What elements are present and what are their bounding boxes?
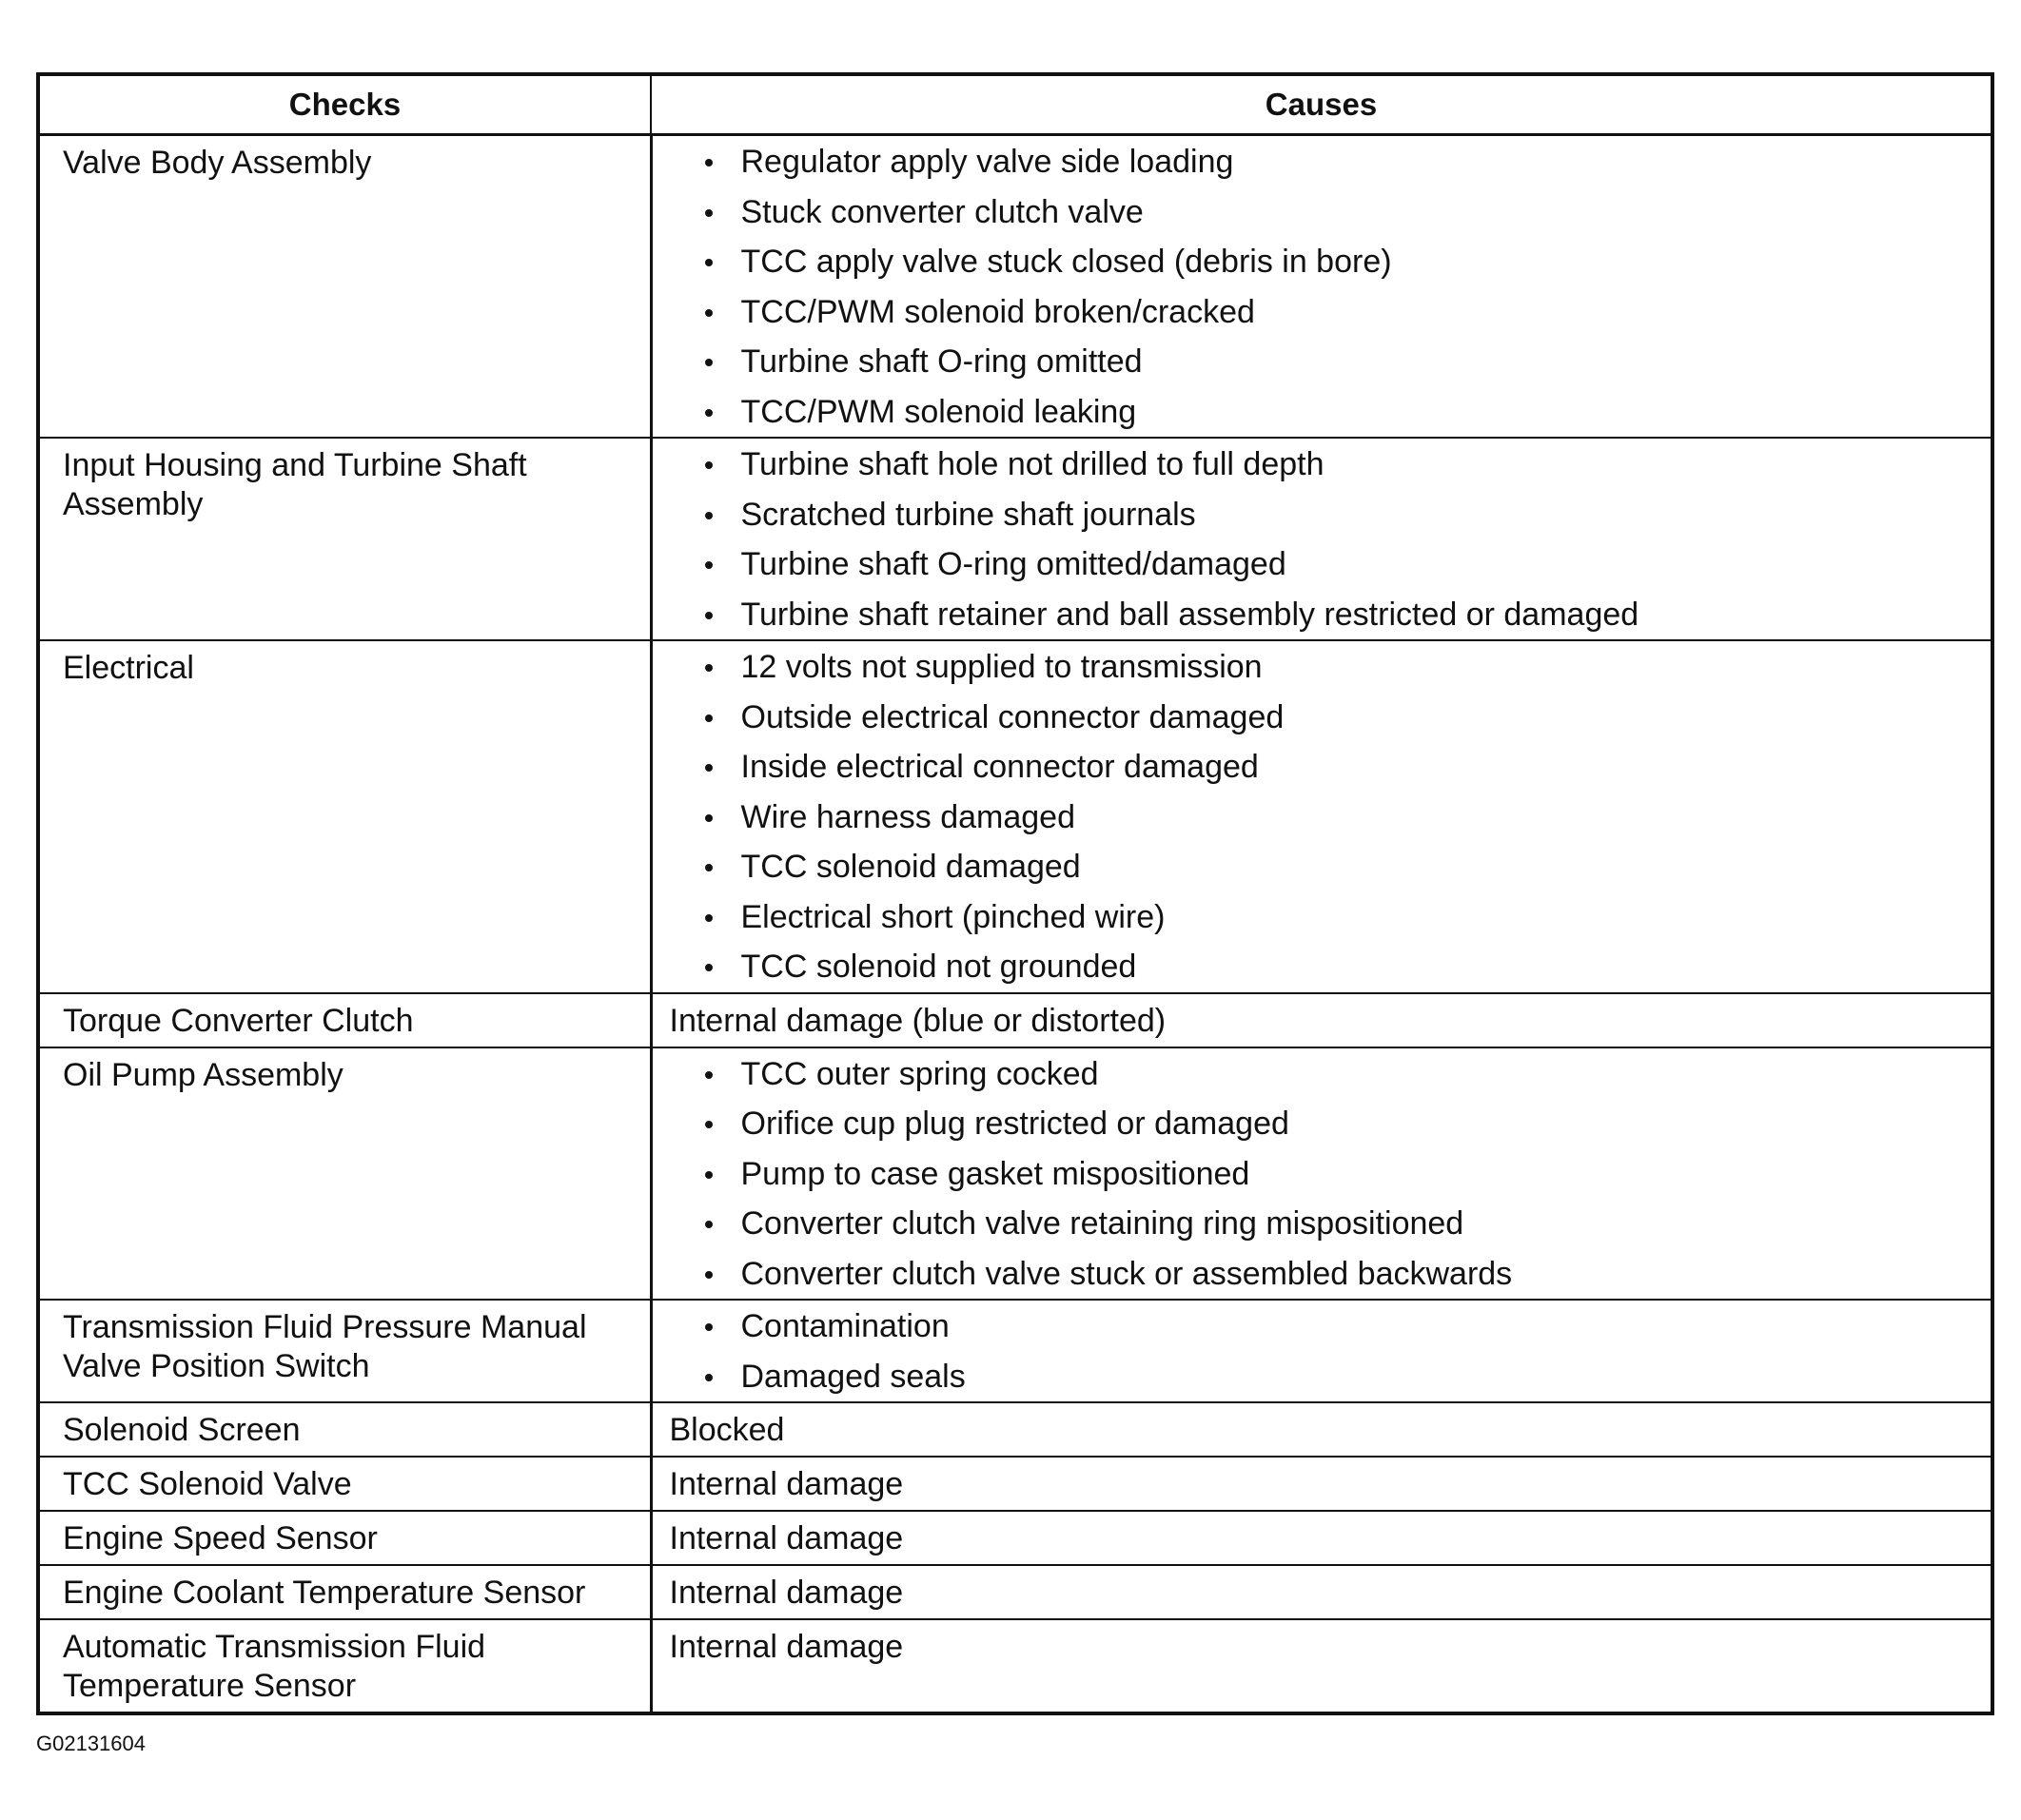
- causes-cell: Internal damage: [651, 1457, 1992, 1511]
- cause-item: Converter clutch valve stuck or assembled backwards: [705, 1249, 1974, 1300]
- cause-item: Wire harness damaged: [705, 793, 1974, 843]
- causes-cell: [651, 1047, 1992, 1301]
- checks-header: Checks: [38, 74, 651, 135]
- diagnosis-table: [36, 72, 1994, 1715]
- table-row: [38, 1047, 1992, 1301]
- cause-item: Orifice cup plug restricted or damaged: [705, 1099, 1974, 1149]
- cause-item: Outside electrical connector damaged: [705, 693, 1974, 743]
- causes-cell: [651, 640, 1992, 993]
- cause-item: Turbine shaft O-ring omitted/damaged: [705, 539, 1974, 590]
- table-row: [38, 1457, 1992, 1511]
- cause-list: [670, 440, 1974, 639]
- table-row: [38, 993, 1992, 1047]
- cause-item: Regulator apply valve side loading: [705, 137, 1974, 187]
- cause-item: TCC outer spring cocked: [705, 1049, 1974, 1100]
- cause-item: Pump to case gasket mispositioned: [705, 1149, 1974, 1200]
- table-row: [38, 640, 1992, 993]
- cause-item: TCC apply valve stuck closed (debris in bore): [705, 237, 1974, 287]
- table-row: [38, 1565, 1992, 1619]
- cause-item: Electrical short (pinched wire): [705, 892, 1974, 943]
- check-cell: Electrical: [38, 640, 651, 993]
- cause-list: [670, 137, 1974, 437]
- cause-item: TCC/PWM solenoid leaking: [705, 387, 1974, 438]
- table-row: [38, 438, 1992, 640]
- cause-list: [670, 1301, 1974, 1401]
- cause-list: [670, 1049, 1974, 1300]
- cause-item: TCC solenoid damaged: [705, 842, 1974, 892]
- check-cell: Input Housing and Turbine Shaft Assembly: [38, 438, 651, 640]
- check-cell: Engine Coolant Temperature Sensor: [38, 1565, 651, 1619]
- causes-cell: [651, 438, 1992, 640]
- cause-item: Contamination: [705, 1301, 1974, 1352]
- cause-item: TCC/PWM solenoid broken/cracked: [705, 287, 1974, 338]
- check-cell: Valve Body Assembly: [38, 135, 651, 439]
- check-cell: Oil Pump Assembly: [38, 1047, 651, 1301]
- table-row: [38, 1511, 1992, 1565]
- cause-item: Turbine shaft O-ring omitted: [705, 337, 1974, 387]
- check-cell: Transmission Fluid Pressure Manual Valve Position Switch: [38, 1300, 651, 1402]
- cause-item: Converter clutch valve retaining ring mispositioned: [705, 1199, 1974, 1249]
- cause-item: 12 volts not supplied to transmission: [705, 642, 1974, 693]
- causes-cell: Internal damage: [651, 1565, 1992, 1619]
- causes-cell: [651, 1300, 1992, 1402]
- check-cell: TCC Solenoid Valve: [38, 1457, 651, 1511]
- causes-cell: [651, 135, 1992, 439]
- check-cell: Automatic Transmission Fluid Temperature Sensor: [38, 1619, 651, 1713]
- cause-item: Scratched turbine shaft journals: [705, 490, 1974, 540]
- check-cell: Engine Speed Sensor: [38, 1511, 651, 1565]
- cause-item: Stuck converter clutch valve: [705, 187, 1974, 238]
- cause-item: Damaged seals: [705, 1352, 1974, 1402]
- header-row: [38, 74, 1992, 135]
- cause-item: Inside electrical connector damaged: [705, 742, 1974, 793]
- figure-id: G02131604: [36, 1732, 146, 1755]
- table-body: [38, 135, 1992, 1714]
- cause-item: TCC solenoid not grounded: [705, 942, 1974, 992]
- table-row: [38, 1300, 1992, 1402]
- causes-header: Causes: [651, 74, 1992, 135]
- cause-item: Turbine shaft hole not drilled to full depth: [705, 440, 1974, 490]
- causes-cell: Internal damage (blue or distorted): [651, 993, 1992, 1047]
- table-row: [38, 135, 1992, 439]
- causes-cell: Internal damage: [651, 1619, 1992, 1713]
- table-row: [38, 1619, 1992, 1713]
- check-cell: Torque Converter Clutch: [38, 993, 651, 1047]
- causes-cell: Blocked: [651, 1402, 1992, 1457]
- cause-list: [670, 642, 1974, 992]
- causes-cell: Internal damage: [651, 1511, 1992, 1565]
- table-row: [38, 1402, 1992, 1457]
- check-cell: Solenoid Screen: [38, 1402, 651, 1457]
- cause-item: Turbine shaft retainer and ball assembly restricted or damaged: [705, 590, 1974, 640]
